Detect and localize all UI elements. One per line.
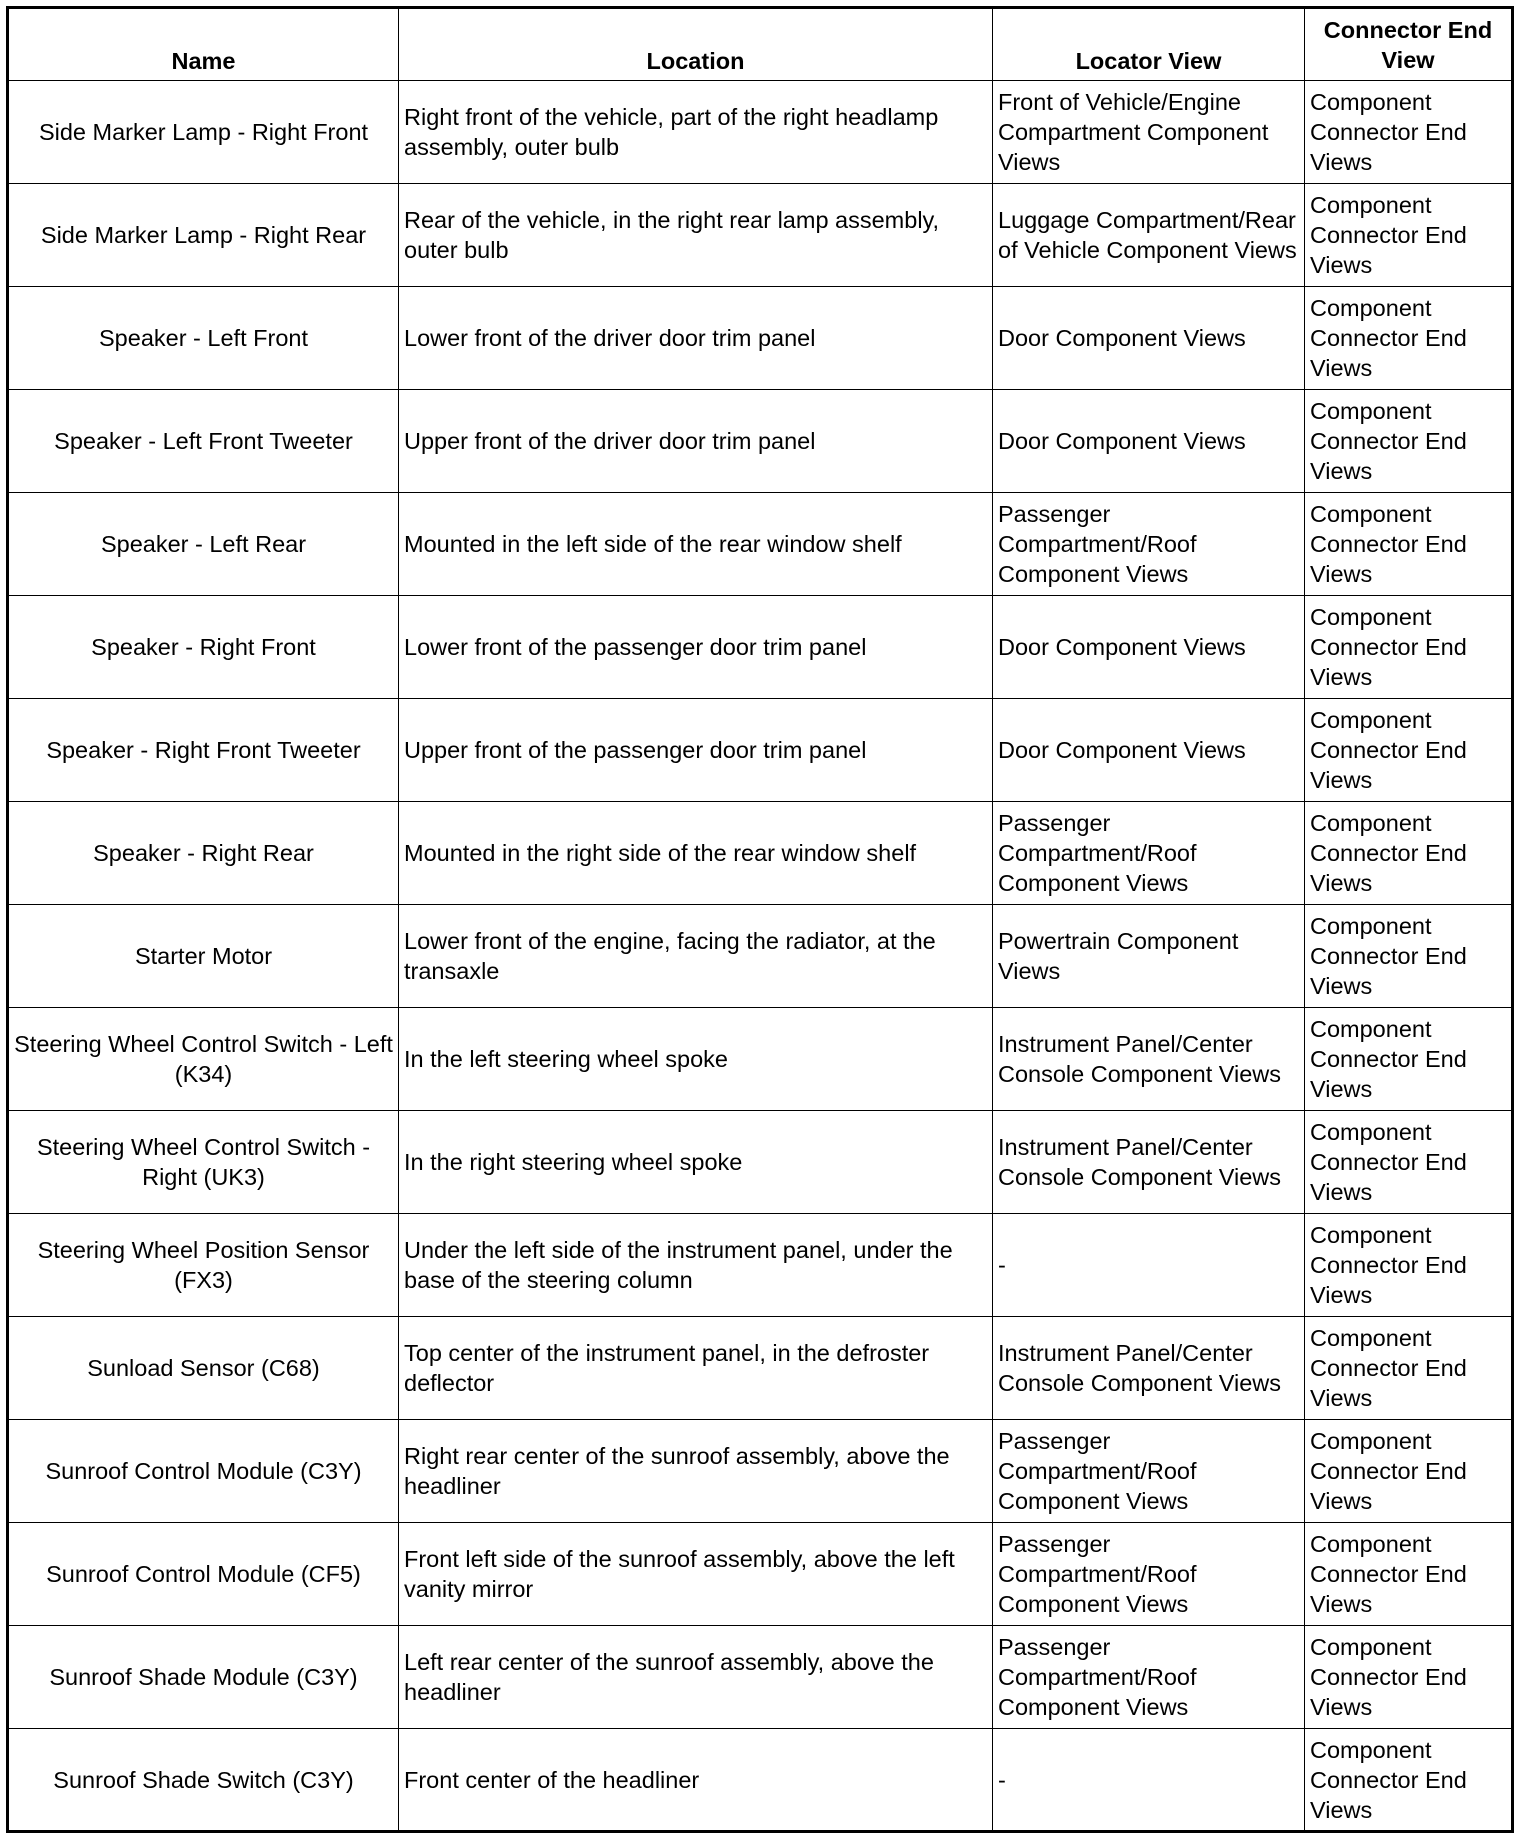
cell-location: Lower front of the driver door trim panel bbox=[399, 287, 993, 390]
cell-locator-view: Door Component Views bbox=[993, 287, 1305, 390]
cell-locator-view: Powertrain Component Views bbox=[993, 905, 1305, 1008]
cell-connector-end-view: Component Connector End Views bbox=[1305, 493, 1513, 596]
component-locator-table-wrapper bbox=[6, 6, 1511, 1833]
cell-name: Steering Wheel Position Sensor (FX3) bbox=[8, 1214, 399, 1317]
cell-connector-end-view: Component Connector End Views bbox=[1305, 1214, 1513, 1317]
table-row bbox=[8, 1214, 1513, 1317]
cell-name: Speaker - Left Front bbox=[8, 287, 399, 390]
table-row bbox=[8, 1111, 1513, 1214]
cell-name: Speaker - Right Front Tweeter bbox=[8, 699, 399, 802]
table-row bbox=[8, 184, 1513, 287]
cell-name: Steering Wheel Control Switch - Left (K34) bbox=[8, 1008, 399, 1111]
cell-locator-view: Door Component Views bbox=[993, 390, 1305, 493]
table-row bbox=[8, 1420, 1513, 1523]
cell-name: Sunload Sensor (C68) bbox=[8, 1317, 399, 1420]
cell-locator-view: Door Component Views bbox=[993, 596, 1305, 699]
cell-location: Lower front of the engine, facing the radiator, at the transaxle bbox=[399, 905, 993, 1008]
cell-connector-end-view: Component Connector End Views bbox=[1305, 1111, 1513, 1214]
header-name: Name bbox=[8, 8, 399, 81]
cell-locator-view: Passenger Compartment/Roof Component Views bbox=[993, 1626, 1305, 1729]
cell-location: Under the left side of the instrument panel, under the base of the steering column bbox=[399, 1214, 993, 1317]
cell-location: Front center of the headliner bbox=[399, 1729, 993, 1832]
table-row bbox=[8, 1626, 1513, 1729]
cell-name: Sunroof Control Module (CF5) bbox=[8, 1523, 399, 1626]
table-row bbox=[8, 802, 1513, 905]
cell-name: Speaker - Right Rear bbox=[8, 802, 399, 905]
cell-connector-end-view: Component Connector End Views bbox=[1305, 1729, 1513, 1832]
table-row bbox=[8, 699, 1513, 802]
cell-locator-view: Instrument Panel/Center Console Component Views bbox=[993, 1317, 1305, 1420]
cell-name: Starter Motor bbox=[8, 905, 399, 1008]
cell-locator-view: Luggage Compartment/Rear of Vehicle Component Views bbox=[993, 184, 1305, 287]
table-row bbox=[8, 596, 1513, 699]
cell-locator-view: Passenger Compartment/Roof Component Views bbox=[993, 802, 1305, 905]
table-row bbox=[8, 390, 1513, 493]
cell-connector-end-view: Component Connector End Views bbox=[1305, 81, 1513, 184]
cell-connector-end-view: Component Connector End Views bbox=[1305, 699, 1513, 802]
component-locator-table bbox=[6, 6, 1514, 1833]
cell-locator-view: Passenger Compartment/Roof Component Views bbox=[993, 493, 1305, 596]
table-row bbox=[8, 493, 1513, 596]
cell-location: Right front of the vehicle, part of the right headlamp assembly, outer bulb bbox=[399, 81, 993, 184]
cell-location: Lower front of the passenger door trim panel bbox=[399, 596, 993, 699]
cell-connector-end-view: Component Connector End Views bbox=[1305, 1317, 1513, 1420]
cell-location: In the left steering wheel spoke bbox=[399, 1008, 993, 1111]
cell-locator-view: - bbox=[993, 1214, 1305, 1317]
cell-name: Speaker - Right Front bbox=[8, 596, 399, 699]
cell-connector-end-view: Component Connector End Views bbox=[1305, 1523, 1513, 1626]
header-location: Location bbox=[399, 8, 993, 81]
cell-location: Top center of the instrument panel, in the defroster deflector bbox=[399, 1317, 993, 1420]
cell-locator-view: Passenger Compartment/Roof Component Views bbox=[993, 1420, 1305, 1523]
cell-name: Speaker - Left Rear bbox=[8, 493, 399, 596]
cell-name: Side Marker Lamp - Right Front bbox=[8, 81, 399, 184]
cell-location: Upper front of the driver door trim panel bbox=[399, 390, 993, 493]
cell-connector-end-view: Component Connector End Views bbox=[1305, 184, 1513, 287]
cell-name: Side Marker Lamp - Right Rear bbox=[8, 184, 399, 287]
cell-location: Front left side of the sunroof assembly, above the left vanity mirror bbox=[399, 1523, 993, 1626]
cell-connector-end-view: Component Connector End Views bbox=[1305, 390, 1513, 493]
table-row bbox=[8, 1523, 1513, 1626]
cell-locator-view: Front of Vehicle/Engine Compartment Component Views bbox=[993, 81, 1305, 184]
table-row bbox=[8, 287, 1513, 390]
cell-location: Upper front of the passenger door trim panel bbox=[399, 699, 993, 802]
table-row bbox=[8, 905, 1513, 1008]
cell-location: Left rear center of the sunroof assembly, above the headliner bbox=[399, 1626, 993, 1729]
cell-locator-view: Passenger Compartment/Roof Component Views bbox=[993, 1523, 1305, 1626]
table-row bbox=[8, 1317, 1513, 1420]
cell-name: Sunroof Shade Module (C3Y) bbox=[8, 1626, 399, 1729]
table-row bbox=[8, 1008, 1513, 1111]
cell-connector-end-view: Component Connector End Views bbox=[1305, 802, 1513, 905]
cell-name: Steering Wheel Control Switch - Right (UK3) bbox=[8, 1111, 399, 1214]
cell-connector-end-view: Component Connector End Views bbox=[1305, 1008, 1513, 1111]
cell-connector-end-view: Component Connector End Views bbox=[1305, 287, 1513, 390]
cell-locator-view: Instrument Panel/Center Console Component Views bbox=[993, 1111, 1305, 1214]
cell-locator-view: Door Component Views bbox=[993, 699, 1305, 802]
cell-location: Mounted in the right side of the rear window shelf bbox=[399, 802, 993, 905]
table-row bbox=[8, 81, 1513, 184]
cell-locator-view: Instrument Panel/Center Console Component Views bbox=[993, 1008, 1305, 1111]
cell-connector-end-view: Component Connector End Views bbox=[1305, 1626, 1513, 1729]
cell-connector-end-view: Component Connector End Views bbox=[1305, 905, 1513, 1008]
cell-location: Rear of the vehicle, in the right rear lamp assembly, outer bulb bbox=[399, 184, 993, 287]
cell-location: In the right steering wheel spoke bbox=[399, 1111, 993, 1214]
header-row bbox=[8, 8, 1513, 81]
header-locator-view: Locator View bbox=[993, 8, 1305, 81]
cell-connector-end-view: Component Connector End Views bbox=[1305, 596, 1513, 699]
header-connector-end-view: Connector End View bbox=[1305, 8, 1513, 81]
cell-name: Sunroof Control Module (C3Y) bbox=[8, 1420, 399, 1523]
cell-name: Speaker - Left Front Tweeter bbox=[8, 390, 399, 493]
table-body bbox=[8, 81, 1513, 1832]
cell-locator-view: - bbox=[993, 1729, 1305, 1832]
cell-connector-end-view: Component Connector End Views bbox=[1305, 1420, 1513, 1523]
table-header bbox=[8, 8, 1513, 81]
cell-location: Mounted in the left side of the rear window shelf bbox=[399, 493, 993, 596]
cell-name: Sunroof Shade Switch (C3Y) bbox=[8, 1729, 399, 1832]
cell-location: Right rear center of the sunroof assembly, above the headliner bbox=[399, 1420, 993, 1523]
table-row bbox=[8, 1729, 1513, 1832]
